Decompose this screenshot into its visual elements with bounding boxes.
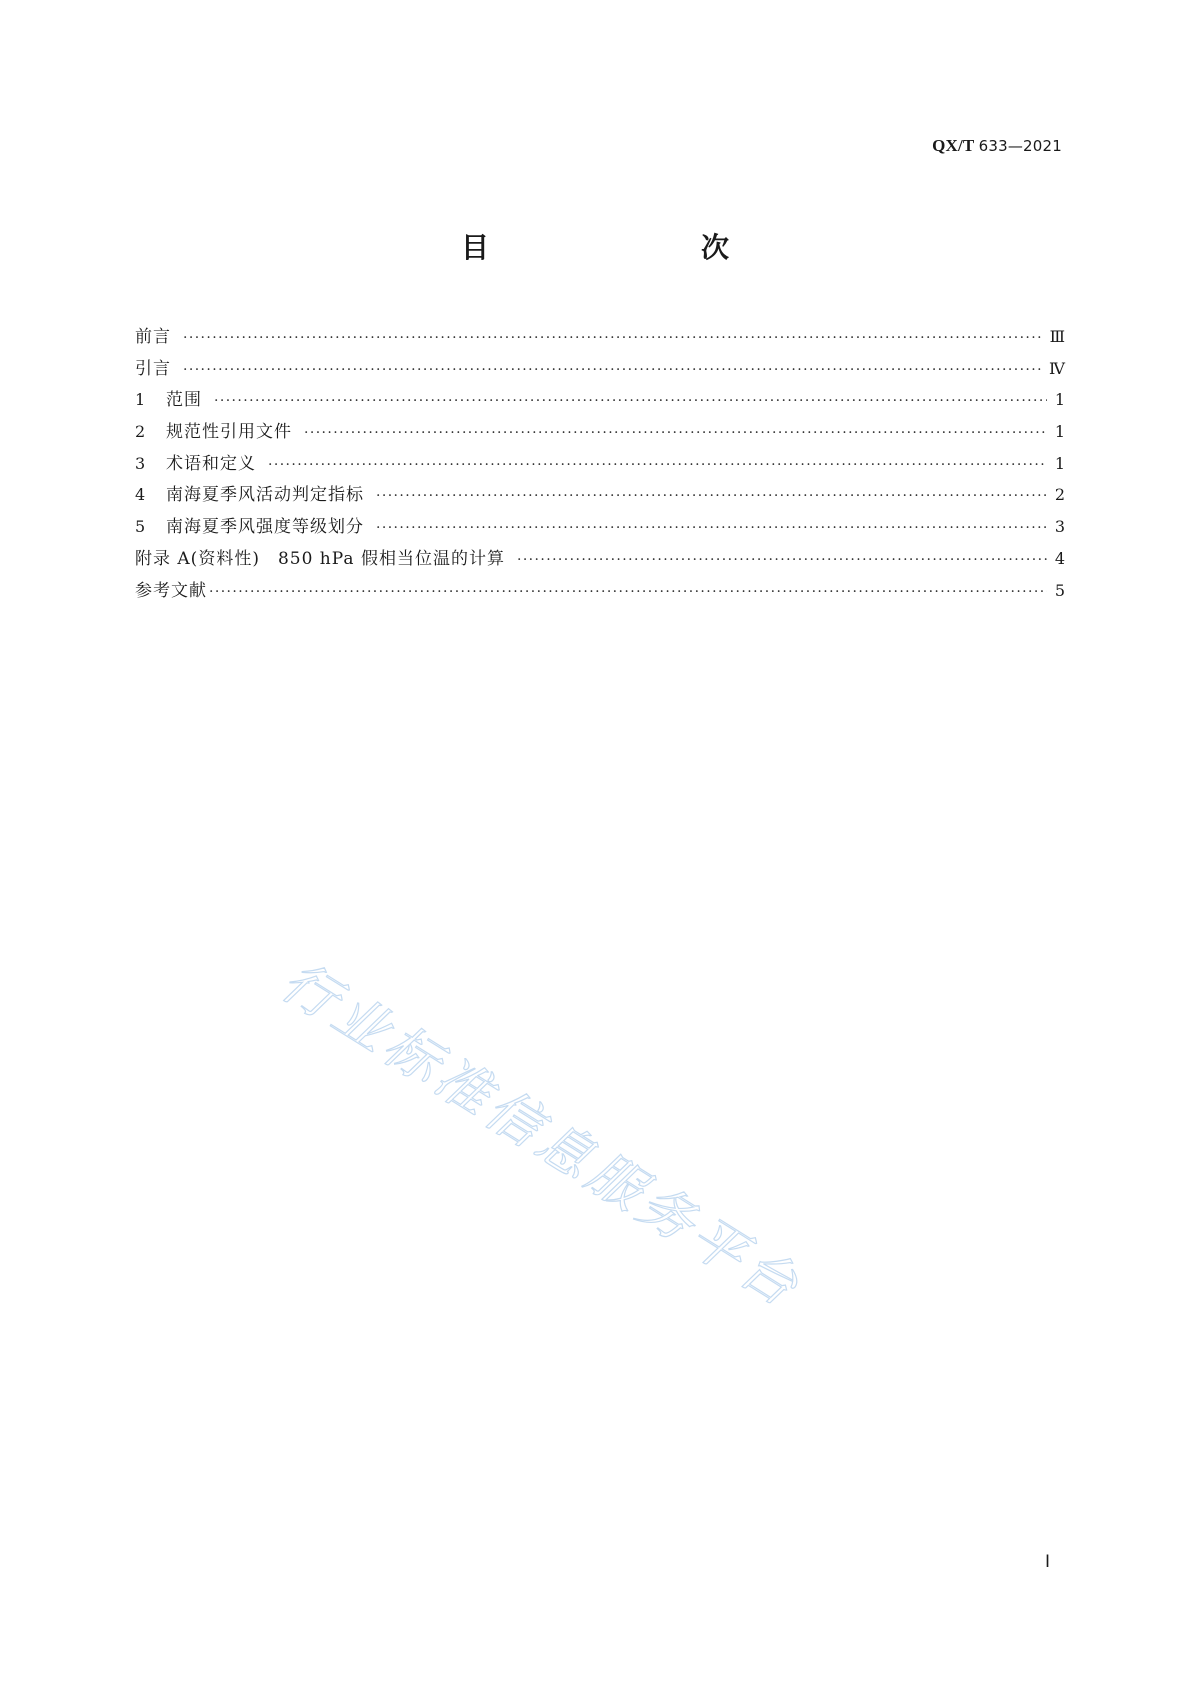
toc-leader-dots — [183, 362, 1043, 378]
page-number: Ⅰ — [1044, 1552, 1050, 1571]
toc-entry-page: Ⅳ — [1049, 358, 1065, 378]
toc-entry-number: 1 — [135, 390, 146, 410]
toc-entry-page: 1 — [1054, 453, 1065, 473]
toc-entry-page: 1 — [1054, 390, 1065, 410]
toc-entry-appendix-a[interactable] — [135, 544, 1065, 576]
toc-entry-page: 4 — [1054, 548, 1065, 568]
toc-entry-number: 4 — [135, 485, 146, 505]
standard-code — [932, 136, 1062, 156]
toc-entry-scope[interactable] — [135, 385, 1065, 417]
toc-leader-dots — [304, 425, 1047, 441]
toc-leader-dots — [183, 330, 1044, 346]
toc-entry-label: 规范性引用文件 — [166, 422, 292, 443]
watermark-text: 行业标准信息服务平台 — [270, 949, 813, 1321]
toc-entry-label: 前言 — [135, 327, 171, 347]
toc-entry-label: 参考文献 — [135, 580, 207, 601]
toc-entry-number: 3 — [135, 453, 146, 473]
toc-entry-number: 5 — [135, 517, 146, 537]
toc-entry-label: 术语和定义 — [166, 453, 256, 474]
toc-entry-normative-references[interactable] — [135, 417, 1065, 449]
toc-entry-page: 2 — [1054, 485, 1065, 505]
toc-entry-page: Ⅲ — [1049, 327, 1065, 346]
toc-entry-terms-definitions[interactable] — [135, 449, 1065, 481]
toc-entry-page: 3 — [1054, 517, 1065, 537]
table-of-contents — [135, 322, 1065, 607]
toc-leader-dots — [376, 520, 1047, 536]
toc-entry-monsoon-activity-index[interactable] — [135, 480, 1065, 512]
toc-entry-foreword[interactable] — [135, 322, 1065, 354]
page-title: 目 次 — [460, 231, 781, 264]
toc-leader-dots — [268, 457, 1047, 473]
toc-entry-label: 附录 A(资料性) 850 hPa 假相当位温的计算 — [135, 548, 505, 569]
standard-number: 633—2021 — [978, 137, 1062, 155]
toc-entry-label: 引言 — [135, 358, 171, 379]
toc-entry-bibliography[interactable] — [135, 576, 1065, 608]
toc-entry-number: 2 — [135, 422, 146, 442]
toc-entry-label: 南海夏季风活动判定指标 — [166, 485, 364, 506]
toc-leader-dots — [209, 584, 1047, 600]
toc-entry-introduction[interactable] — [135, 354, 1065, 386]
toc-entry-page: 1 — [1054, 422, 1065, 442]
toc-entry-label: 范围 — [166, 390, 202, 411]
toc-entry-page: 5 — [1054, 580, 1065, 600]
toc-entry-label: 南海夏季风强度等级划分 — [166, 517, 364, 538]
standard-prefix: QX/T — [932, 136, 975, 155]
toc-leader-dots — [517, 552, 1047, 568]
toc-leader-dots — [376, 488, 1047, 504]
toc-leader-dots — [214, 393, 1047, 409]
toc-entry-monsoon-intensity-grade[interactable] — [135, 512, 1065, 544]
